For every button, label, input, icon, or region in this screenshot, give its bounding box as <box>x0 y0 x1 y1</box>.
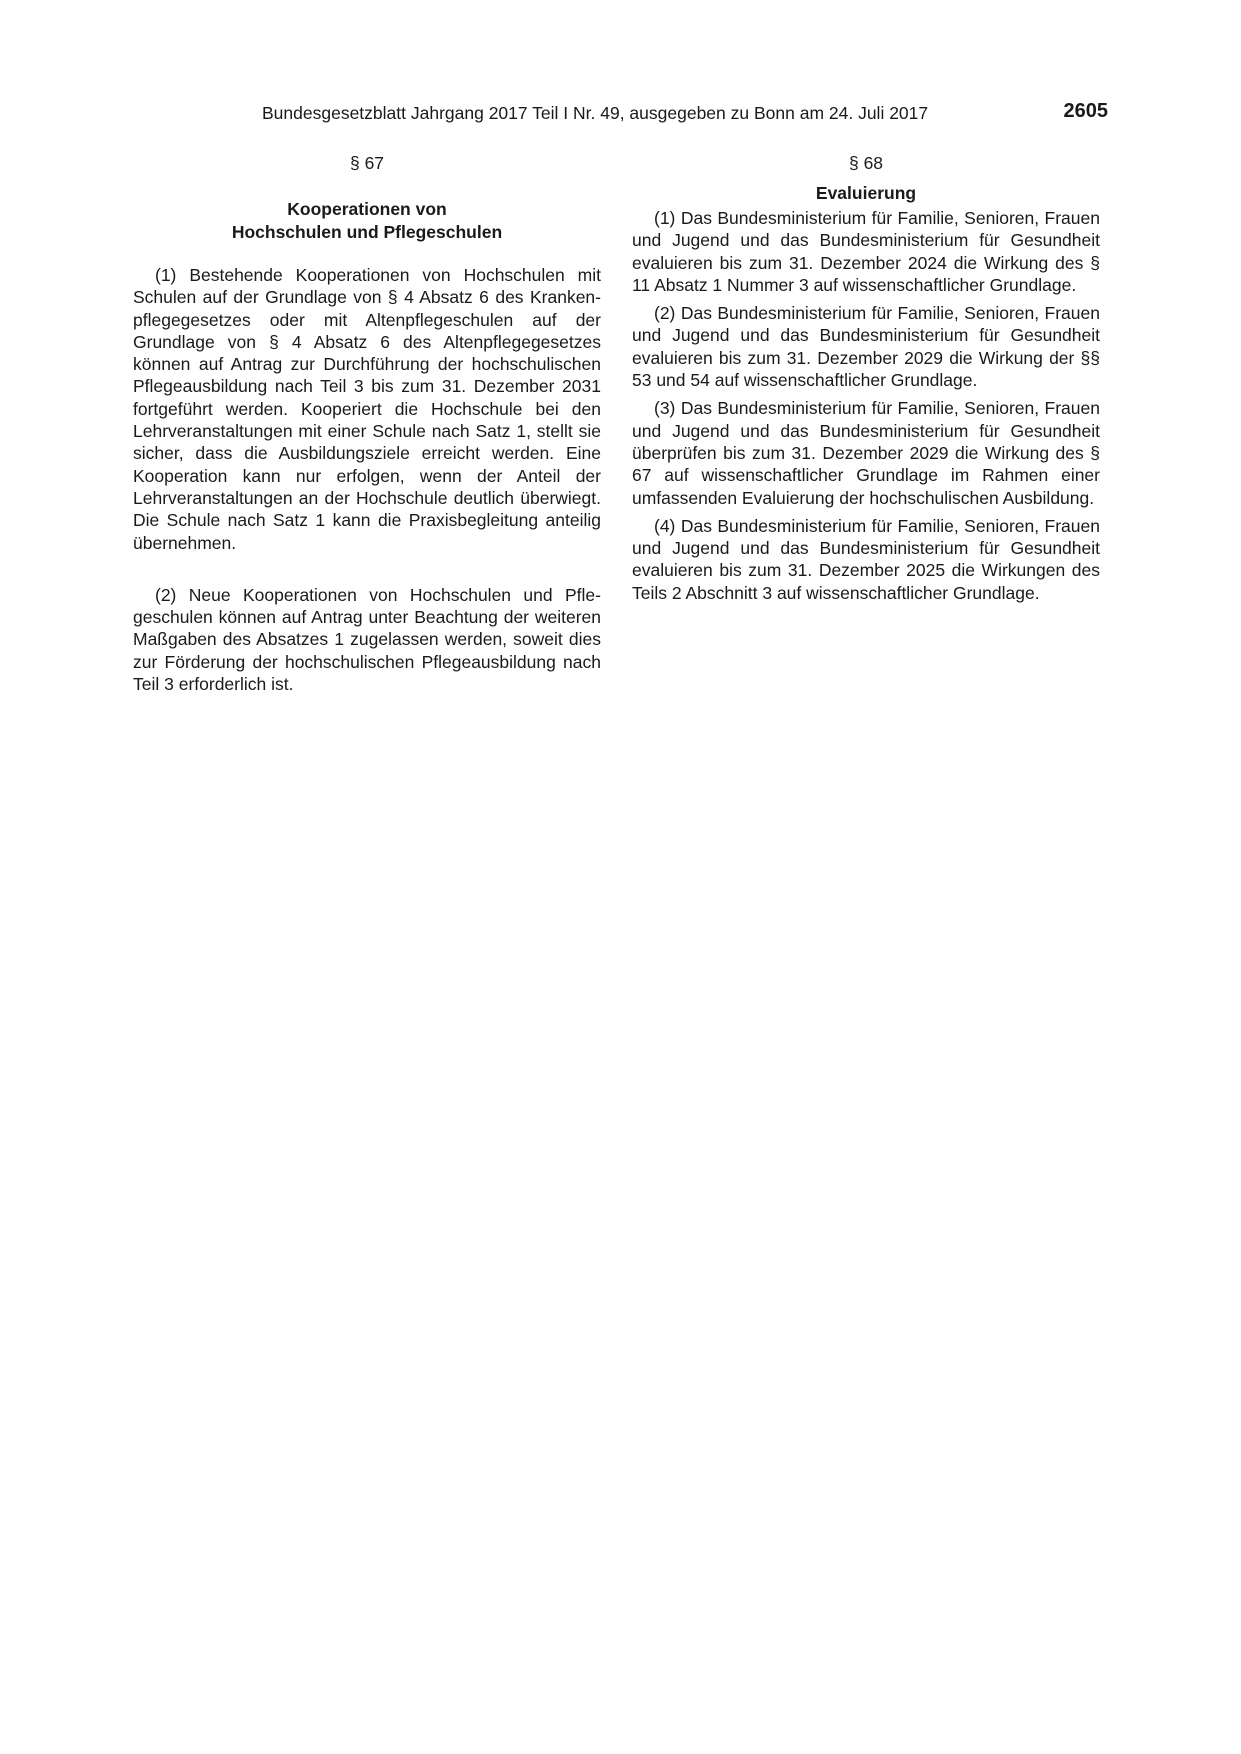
paragraph: (2) Das Bundesministerium für Familie, Senioren, Frauen und Jugend und das Bundesministerium für Gesundheit evaluieren bis zum 31. Dezember 2029 die Wirkung der §§ 53 und 54 auf wissenschaftlicher Grundlage. <box>632 303 1100 391</box>
paragraph: (1) Bestehende Kooperationen von Hochschulen mit Schulen auf der Grundlage von § 4 Absatz 6 des Krankenpflegegesetzes oder mit Altenpflegeschulen auf der Grundlage von § 4 Absatz 6 des Altenpflegegesetzes können auf Antrag zur Durchführung der hochschulischen Pflegeausbildung nach Teil 3 bis zum 31. Dezember 2031 fortgeführt werden. Kooperiert die Hochschule bei den Lehrveranstaltungen mit einer Schule nach Satz 1, stellt sie sicher, dass die Ausbildungsziele erreicht werden. Eine Kooperation kann nur erfolgen, wenn der Anteil der Lehrveranstaltungen an der Hochschule deutlich überwiegt. Die Schule nach Satz 1 kann die Praxisbegleitung anteilig übernehmen. <box>133 265 601 553</box>
section-title: Evaluierung <box>815 183 917 203</box>
page-header <box>262 100 1108 126</box>
paragraph: (3) Das Bundesministerium für Familie, Senioren, Frauen und Jugend und das Bundesministerium für Gesundheit überprüfen bis zum 31. Dezember 2029 die Wirkung des § 67 auf wissenschaftlicher Grundlage im Rahmen einer umfassenden Evaluierung der hochschulischen Ausbildung. <box>632 398 1100 508</box>
paragraph: (4) Das Bundesministerium für Familie, Senioren, Frauen und Jugend und das Bundesministerium für Gesundheit evaluieren bis zum 31. Dezember 2025 die Wirkungen des Teils 2 Abschnitt 3 auf wissenschaftlicher Grundlage. <box>632 515 1100 603</box>
section-number: § 67 <box>349 153 385 173</box>
section-title <box>133 198 601 244</box>
section-number: § 68 <box>848 153 884 173</box>
publication-title: Bundesgesetzblatt Jahrgang 2017 Teil I Nr. 49, ausgegeben zu Bonn am 24. Juli 2017 <box>262 103 929 123</box>
paragraph: (2) Neue Kooperationen von Hochschulen und Pflegeschulen können auf Antrag unter Beachtung der weiteren Maßgaben des Absatzes 1 zugelassen werden, soweit dies zur Förderung der hochschulischen Pflegeausbildung nach Teil 3 erforderlich ist. <box>133 584 601 695</box>
section-title-line: Hochschulen und Pflegeschulen <box>231 222 503 242</box>
right-column <box>632 150 1100 604</box>
section-title-line: Kooperationen von <box>287 199 447 219</box>
page-number: 2605 <box>1063 100 1108 122</box>
paragraph: (1) Das Bundesministerium für Familie, Senioren, Frauen und Jugend und das Bundesministerium für Gesundheit evaluieren bis zum 31. Dezember 2024 die Wirkung des § 11 Absatz 1 Nummer 3 auf wissenschaftlicher Grundlage. <box>632 208 1100 295</box>
left-column <box>133 150 601 695</box>
